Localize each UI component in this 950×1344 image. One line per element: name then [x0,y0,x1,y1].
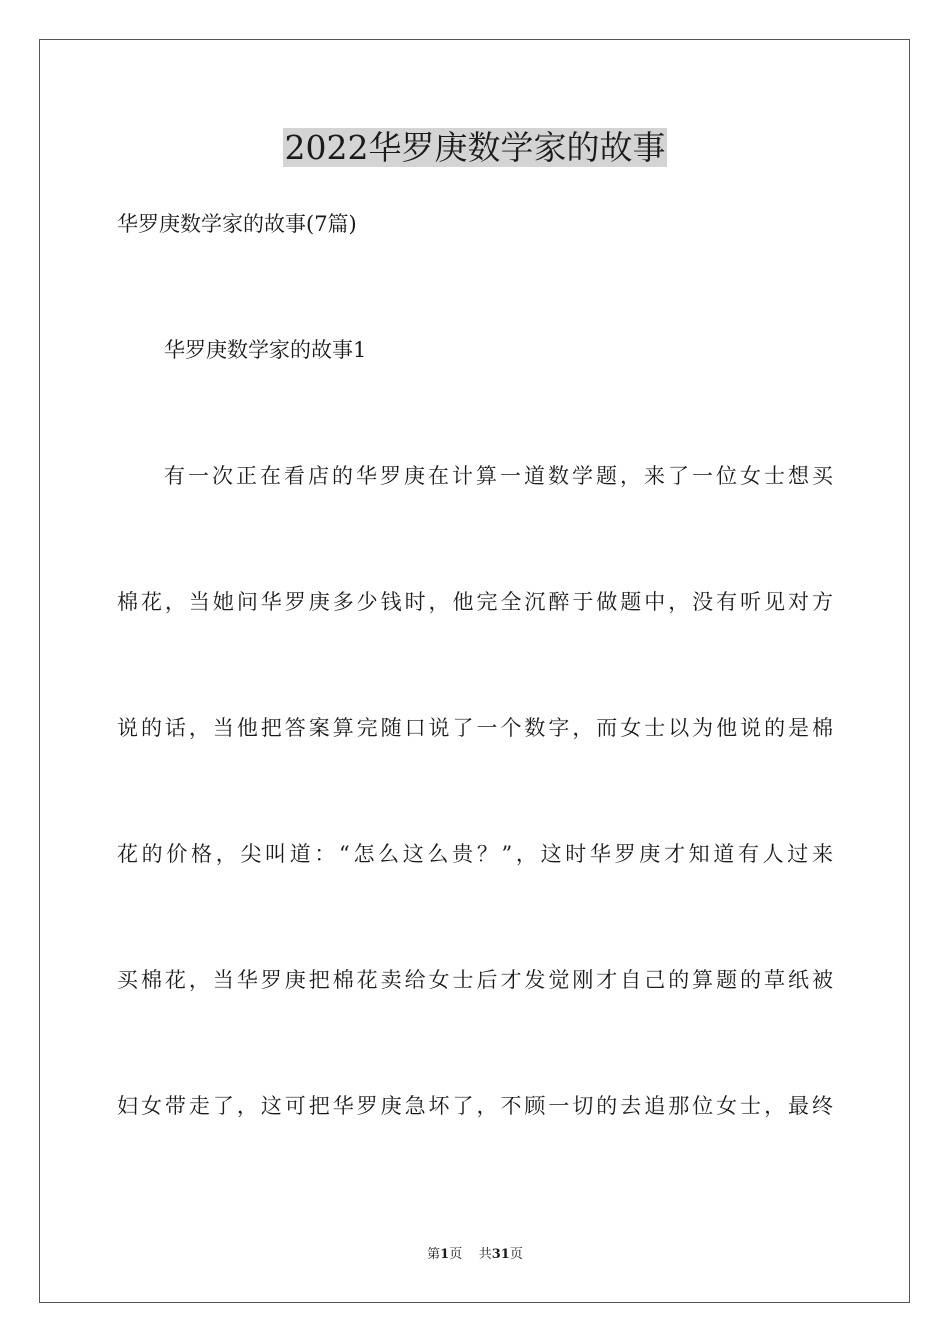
footer-page-number: 1 [440,1247,450,1262]
paragraph-line: 有一次正在看店的华罗庚在计算一道数学题，来了一位女士想买 [164,464,833,488]
footer-total-prefix: 共 [478,1247,492,1262]
paragraph-line: 妇女带走了，这可把华罗庚急坏了，不顾一切的去追那位女士，最终 [117,1094,833,1118]
paragraph-line: 说的话，当他把答案算完随口说了一个数字，而女士以为他说的是棉 [117,716,833,740]
footer-total-pages: 31 [491,1247,510,1262]
document-subtitle: 华罗庚数学家的故事(7篇) [117,212,357,236]
page-footer [0,1246,950,1264]
document-title [0,126,950,170]
paragraph-line: 买棉花，当华罗庚把棉花卖给女士后才发觉刚才自己的算题的草纸被 [117,968,833,992]
footer-page-suffix: 页 [449,1247,463,1262]
footer-page-prefix: 第 [427,1247,441,1262]
document-title-text: 2022华罗庚数学家的故事 [284,128,666,167]
paragraph-line: 棉花，当她问华罗庚多少钱时，他完全沉醉于做题中，没有听见对方 [117,590,833,614]
section-heading: 华罗庚数学家的故事1 [164,338,367,362]
footer-total-suffix: 页 [509,1247,523,1262]
paragraph-line: 花的价格，尖叫道：“怎么这么贵？”，这时华罗庚才知道有人过来 [117,842,833,866]
